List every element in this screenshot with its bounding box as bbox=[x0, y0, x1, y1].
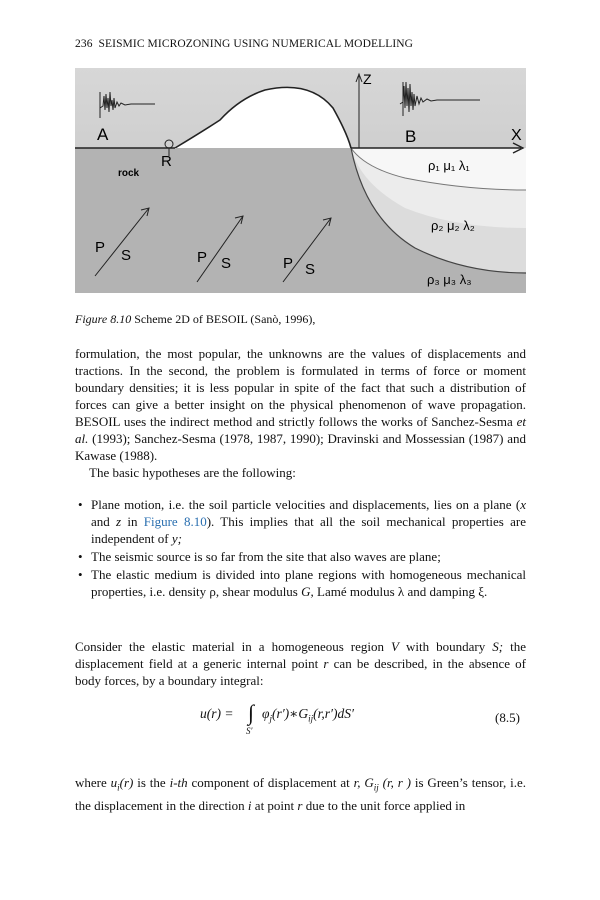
page-number: 236 bbox=[75, 38, 93, 50]
bullet-1-b: x bbox=[520, 497, 526, 512]
wave-3-s: S bbox=[305, 261, 316, 278]
list-item bbox=[75, 496, 526, 547]
list-item bbox=[75, 548, 526, 565]
hypotheses-list bbox=[75, 496, 526, 601]
p3-g: can be described, in the absence of body forces, by a boundary integral: bbox=[75, 656, 526, 688]
p4-c: (r) bbox=[119, 775, 134, 790]
p4-a: where bbox=[75, 775, 111, 790]
label-layer-3: ρ₃ μ₃ λ₃ bbox=[427, 272, 472, 287]
integral-icon: ∫ bbox=[248, 700, 255, 725]
p3-b: V bbox=[391, 639, 399, 654]
bullet-icon: • bbox=[78, 497, 83, 512]
eq-phi: φ bbox=[262, 706, 270, 721]
label-x: X bbox=[511, 127, 522, 144]
wave-2-p: P bbox=[197, 249, 208, 266]
p4-e: i-th bbox=[169, 775, 188, 790]
wave-1-s: S bbox=[121, 247, 132, 264]
p4-g-sub: ij bbox=[373, 782, 379, 793]
bullet-1-c: and bbox=[91, 514, 117, 529]
eq-lhs: u(r) = bbox=[200, 706, 234, 721]
paragraph-4 bbox=[75, 774, 526, 814]
running-header bbox=[75, 38, 413, 50]
p3-e: the displacement field at a generic internal point bbox=[75, 639, 527, 671]
bullet-icon: • bbox=[78, 567, 83, 582]
p4-g: r, G bbox=[353, 775, 374, 790]
besoil-diagram bbox=[75, 68, 526, 293]
eq-sub-j: j bbox=[269, 713, 272, 724]
bullet-icon: • bbox=[78, 549, 83, 564]
eq-rest: (r,r′)dS′ bbox=[313, 706, 354, 721]
figure-besoil-scheme bbox=[75, 68, 526, 293]
p3-d: S; bbox=[492, 639, 504, 654]
paragraph-1-text-a: formulation, the most popular, the unknowns are the values of displacements and tractions. In the second, the problem is formulated in terms of force or moment boundary densities; it is less popular in spite of the fact that such a distribution of forces can give a better insight on the physical phenomenon of wave propagation. BESOIL uses the indirect method and strictly follows the works of Sanchez-Sesma bbox=[75, 346, 526, 429]
bullet-3-a: The elastic medium is divided into plane regions with homogeneous mechanical properties, i.e. density ρ, shear modulus bbox=[91, 567, 526, 599]
caption-number: Figure 8.10 bbox=[75, 312, 132, 326]
figure-link[interactable]: Figure 8.10 bbox=[143, 514, 207, 529]
eq-lower: S′ bbox=[246, 726, 253, 736]
p3-f: r bbox=[323, 656, 329, 671]
label-layer-2: ρ₂ μ₂ λ₂ bbox=[431, 218, 475, 233]
p3-c: with boundary bbox=[399, 639, 493, 654]
bullet-2-a: The seismic source is so far from the site that also waves are plane; bbox=[91, 549, 441, 564]
paragraph-3 bbox=[75, 638, 526, 689]
bullet-3-b: G, bbox=[301, 584, 314, 599]
p4-f: component of displacement at bbox=[187, 775, 354, 790]
p4-b-sub: i bbox=[117, 782, 120, 793]
equation-number: (8.5) bbox=[495, 710, 520, 725]
figure-caption bbox=[75, 312, 315, 327]
bullet-1-d: z bbox=[116, 514, 122, 529]
eq-sub-ij: ij bbox=[308, 713, 314, 724]
bullet-1-g: y; bbox=[171, 531, 182, 546]
p4-l: r bbox=[297, 797, 303, 813]
paragraph-1-et-al: et al. bbox=[75, 414, 526, 446]
p4-k: at point bbox=[251, 797, 298, 813]
wave-3-p: P bbox=[283, 255, 294, 272]
equation-8-5 bbox=[200, 702, 530, 742]
wave-1-p: P bbox=[95, 239, 106, 256]
bullet-1-e: in bbox=[121, 514, 144, 529]
label-r: R bbox=[161, 153, 172, 170]
p4-m: due to the unit force applied in bbox=[302, 797, 466, 813]
label-a: A bbox=[97, 125, 109, 144]
list-item bbox=[75, 566, 526, 600]
eq-term bbox=[262, 706, 354, 724]
label-b: B bbox=[405, 127, 417, 146]
p4-j: i bbox=[247, 797, 252, 813]
caption-text: Scheme 2D of BESOIL (Sanò, 1996), bbox=[134, 312, 316, 326]
p4-i: is Green’s tensor, i.e. the displacement in the direction bbox=[75, 775, 526, 813]
p4-h: (r, r ) bbox=[378, 775, 411, 790]
p4-b: u bbox=[110, 775, 118, 790]
label-layer-1: ρ₁ μ₁ λ₁ bbox=[428, 158, 470, 173]
label-rock: rock bbox=[118, 168, 140, 179]
label-z: Z bbox=[363, 71, 372, 87]
paragraph-1-text-b: (1993); Sanchez-Sesma (1978, 1987, 1990); Dravinski and Mossessian (1987) and Kawase (1988). bbox=[75, 431, 526, 463]
bullet-1-a: Plane motion, i.e. the soil particle velocities and displacements, lies on a plane ( bbox=[91, 497, 521, 512]
paragraph-1 bbox=[75, 345, 526, 481]
bullet-1-f: ). This implies that all the soil mechanical properties are independent of bbox=[91, 514, 526, 546]
running-title: SEISMIC MICROZONING USING NUMERICAL MODELLING bbox=[98, 38, 414, 50]
bullet-3-c: Lamé modulus λ and damping ξ. bbox=[313, 584, 488, 599]
p3-a: Consider the elastic material in a homogeneous region bbox=[75, 639, 392, 654]
eq-middle: (r′)∗G bbox=[271, 706, 309, 721]
paragraph-2: The basic hypotheses are the following: bbox=[89, 465, 296, 480]
wave-2-s: S bbox=[221, 255, 232, 272]
p4-d: is the bbox=[133, 775, 170, 790]
